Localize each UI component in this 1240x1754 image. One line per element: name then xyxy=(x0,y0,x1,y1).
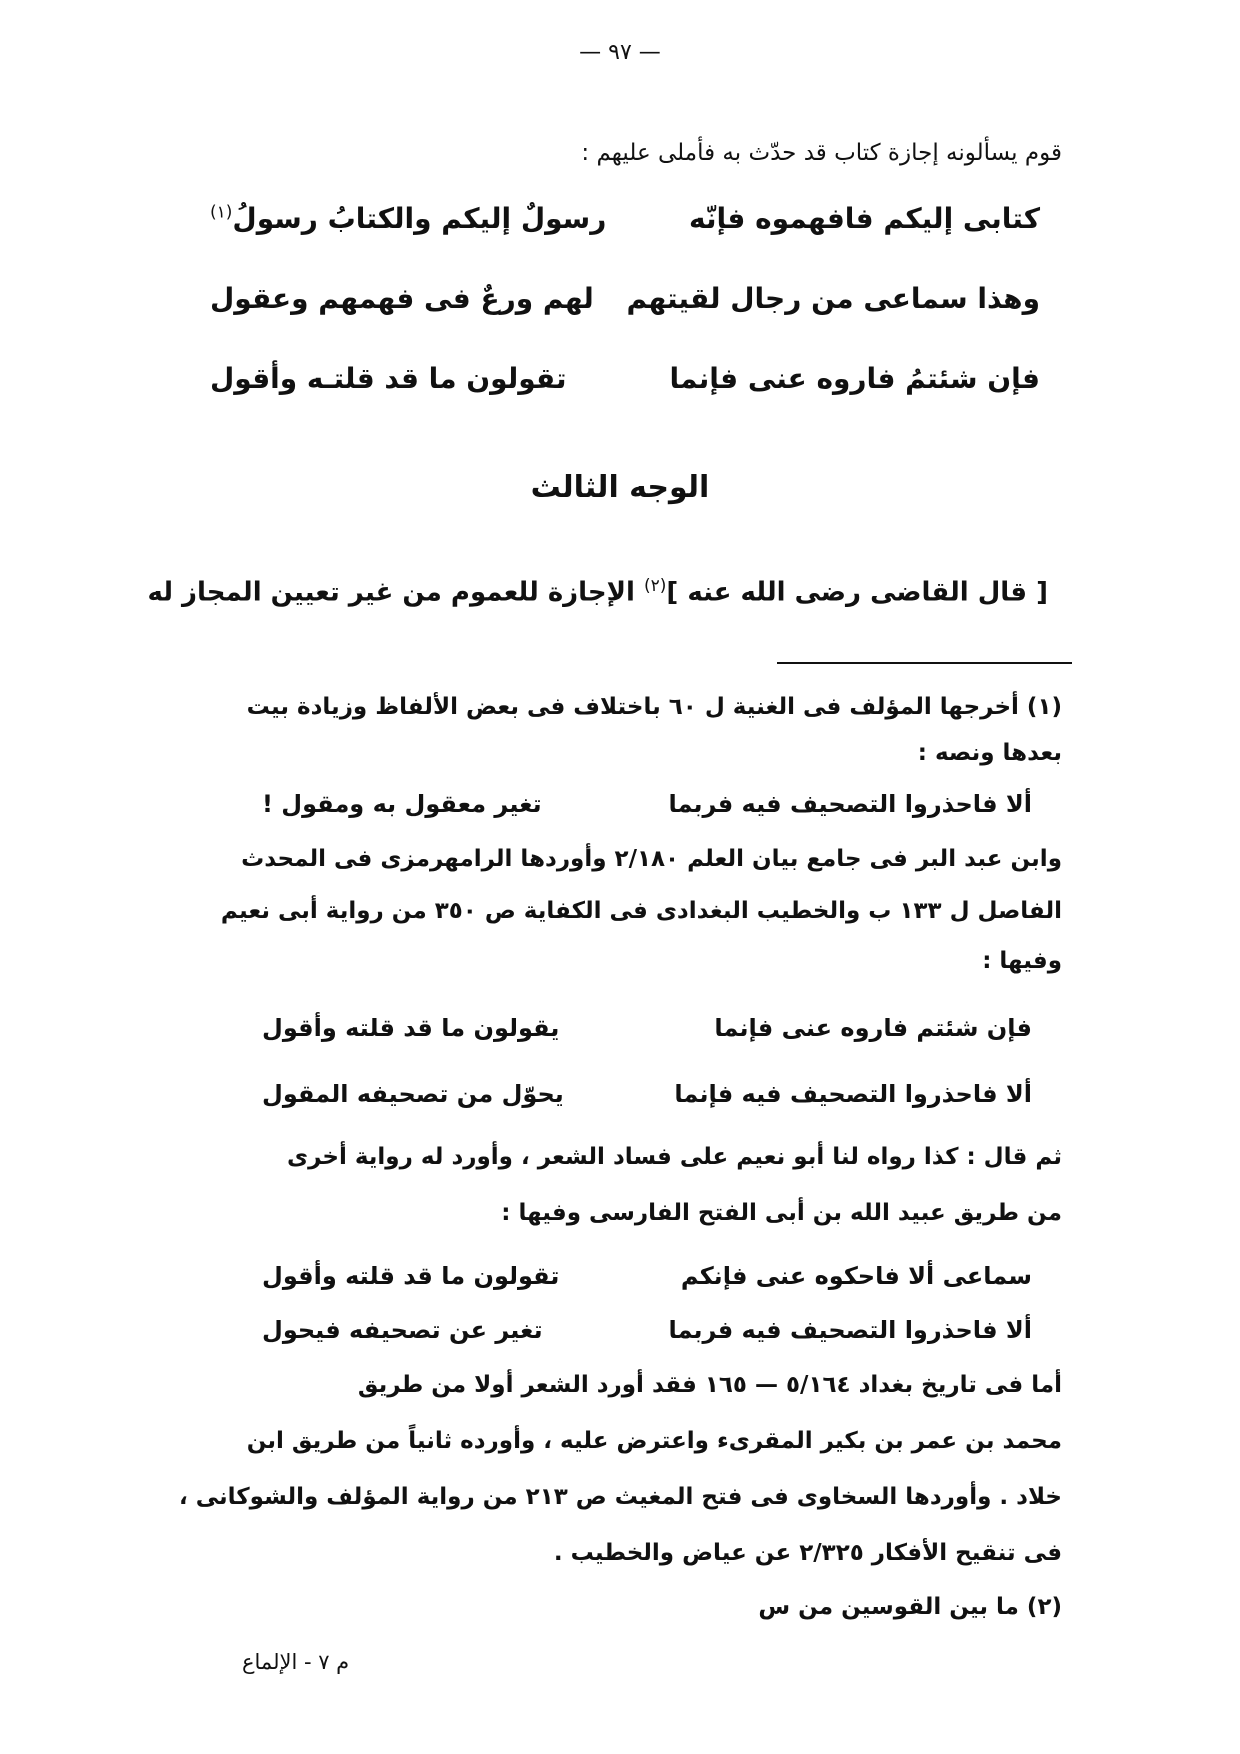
verse-hemistich-second: يحوّل من تصحيفه المقول xyxy=(262,1080,564,1108)
footnote-verse xyxy=(262,1014,1032,1054)
footnote-1-line: ثم قال : كذا رواه لنا أبو نعيم على فساد الشعر ، وأورد له رواية أخرى xyxy=(286,1144,1062,1170)
signature-mark: م ٧ - الإلماع xyxy=(242,1650,350,1674)
section-heading: الوجه الثالث xyxy=(530,470,710,505)
footnote-verse xyxy=(262,1080,1032,1120)
footnote-verse xyxy=(262,1262,1032,1302)
footnote-ref-1[interactable]: (١) xyxy=(210,202,233,223)
footnote-1-line: أما فى تاريخ بغداد ٥/١٦٤ — ١٦٥ فقد أورد الشعر أولا من طريق xyxy=(357,1372,1062,1398)
footnote-1-line: من طريق عبيد الله بن أبى الفتح الفارسى وفيها : xyxy=(501,1200,1062,1226)
footnote-2: (٢) ما بين القوسين من س xyxy=(758,1594,1062,1620)
footnote-1-line: بعدها ونصه : xyxy=(917,740,1062,766)
footnote-verse xyxy=(262,790,1032,830)
footnote-verse xyxy=(262,1316,1032,1356)
verse-hemistich-second xyxy=(210,202,606,235)
footnote-1-line: خلاد . وأوردها السخاوى فى فتح المغيث ص ٢١٣ من رواية المؤلف والشوكانى ، xyxy=(178,1484,1062,1510)
verse-line xyxy=(210,202,1040,252)
bracketed-text: [ قال القاضى رضى الله عنه ] xyxy=(666,577,1048,608)
verse-hemistich-second: تغير عن تصحيفه فيحول xyxy=(262,1316,543,1344)
bracket-line-rest: الإجازة للعموم من غير تعيين المجاز له xyxy=(147,577,644,608)
verse-hemistich-second: تقولون ما قد قلتـه وأقول xyxy=(210,362,567,395)
verse-hemistich-first: سماعى ألا فاحكوه عنى فإنكم xyxy=(680,1262,1032,1290)
verse-hemistich-second: لهم ورعٌ فى فهمهم وعقول xyxy=(210,282,594,315)
verse-line xyxy=(210,282,1040,332)
footnote-1-line: محمد بن عمر بن بكير المقرىء واعترض عليه ، وأورده ثانياً من طريق ابن xyxy=(246,1428,1062,1454)
verse-hemistich-first: فإن شئتمُ فاروه عنى فإنما xyxy=(669,362,1040,395)
verse-hemistich-text: رسولٌ إليكم والكتابُ رسولُ xyxy=(232,202,607,235)
verse-hemistich-first: ألا فاحذروا التصحيف فيه فربما xyxy=(668,1316,1032,1344)
footnote-1-line: الفاصل ل ١٣٣ ب والخطيب البغدادى فى الكفاية ص ٣٥٠ من رواية أبى نعيم xyxy=(220,898,1062,924)
verse-hemistich-first: وهذا سماعى من رجال لقيتهم xyxy=(626,282,1040,315)
footnote-separator xyxy=(777,662,1072,664)
footnote-ref-2[interactable]: (٢) xyxy=(643,576,667,596)
page-number: — ٩٧ — xyxy=(579,40,661,65)
footnote-1-line: وفيها : xyxy=(982,948,1062,974)
verse-line xyxy=(210,362,1040,412)
verse-hemistich-second: تغير معقول به ومقول ! xyxy=(262,790,542,818)
footnote-1-line: فى تنقيح الأفكار ٢/٣٢٥ عن عياض والخطيب . xyxy=(553,1540,1062,1566)
verse-hemistich-second: تقولون ما قد قلته وأقول xyxy=(262,1262,560,1290)
verse-hemistich-first: ألا فاحذروا التصحيف فيه فإنما xyxy=(674,1080,1032,1108)
bracketed-line xyxy=(147,576,1048,608)
verse-hemistich-first: ألا فاحذروا التصحيف فيه فربما xyxy=(668,790,1032,818)
footnote-1-line: (١) أخرجها المؤلف فى الغنية ل ٦٠ باختلاف فى بعض الألفاظ وزيادة بيت xyxy=(246,694,1062,720)
footnote-1-line: وابن عبد البر فى جامع بيان العلم ٢/١٨٠ وأوردها الرامهرمزى فى المحدث xyxy=(241,846,1062,872)
verse-hemistich-second: يقولون ما قد قلته وأقول xyxy=(262,1014,560,1042)
verse-hemistich-first: كتابى إليكم فافهموه فإنّه xyxy=(689,202,1040,235)
intro-line: قوم يسألونه إجازة كتاب قد حدّث به فأملى عليهم : xyxy=(581,140,1062,166)
verse-hemistich-first: فإن شئتم فاروه عنى فإنما xyxy=(714,1014,1032,1042)
